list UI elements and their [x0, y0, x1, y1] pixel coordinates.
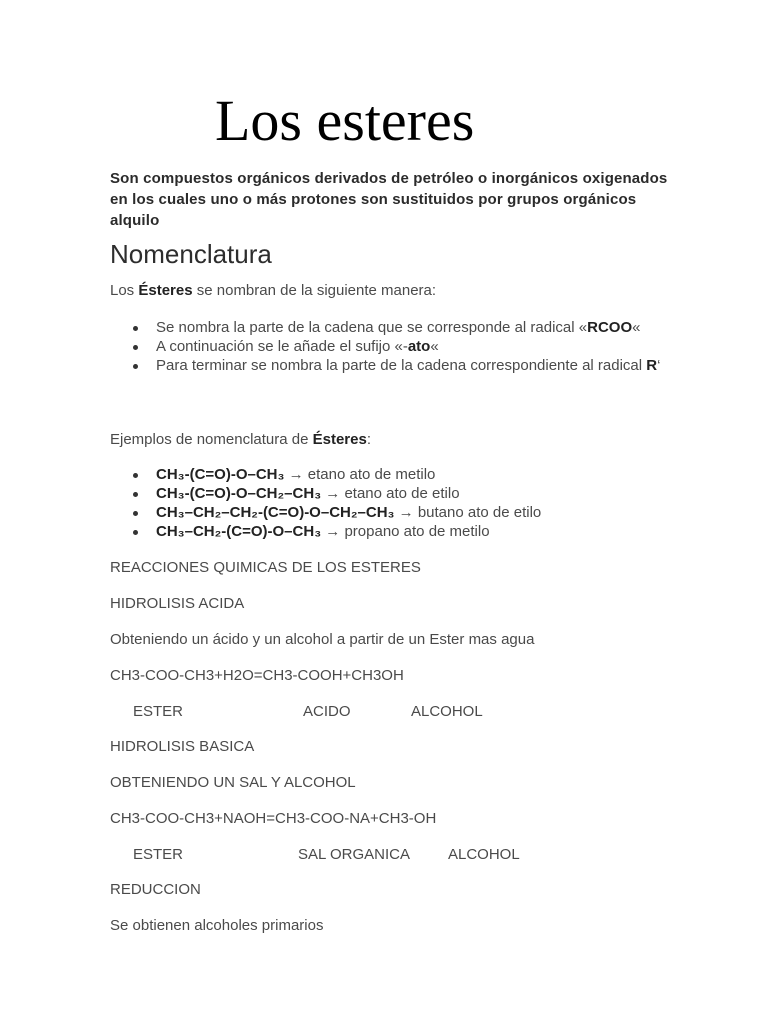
nomenclature-rules-list [110, 318, 716, 375]
intro-paragraph: Son compuestos orgánicos derivados de petróleo o inorgánicos oxigenados en los cuales uno o más protones son sustituidos por grupos orgánicos alquilo [110, 170, 668, 229]
acid-col-acido: ACIDO [303, 703, 351, 720]
acid-hydrolysis-description: Obteniendo un ácido y un alcohol a partir de un Ester mas agua [110, 631, 535, 648]
lead-bold: Ésteres [312, 431, 367, 448]
lead-bold: Ésteres [138, 282, 193, 299]
examples-lead [110, 430, 371, 449]
ester-formula: CH₃–CH₂–CH₂-(C=O)-O–CH₂–CH₃ [156, 504, 395, 521]
ester-name: → etano ato de metilo [284, 466, 436, 483]
acid-col-alcohol: ALCOHOL [411, 703, 483, 720]
rule-text: ‘ [657, 357, 661, 374]
ester-name: → propano ato de metilo [321, 523, 490, 540]
ester-formula: CH₃-(C=O)-O–CH₂–CH₃ [156, 485, 322, 502]
list-item [156, 484, 716, 503]
rule-text: Se nombra la parte de la cadena que se corresponde al radical « [156, 319, 588, 336]
ester-formula: CH₃–CH₂-(C=O)-O–CH₃ [156, 523, 322, 540]
examples-list [110, 465, 716, 541]
basic-hydrolysis-heading: HIDROLISIS BASICA [110, 738, 255, 755]
lead-text: se nombran de la siguiente manera: [192, 282, 437, 299]
acid-col-ester: ESTER [133, 703, 184, 720]
list-item [156, 337, 716, 356]
lead-text: Ejemplos de nomenclatura de [110, 431, 313, 448]
rule-text: « [632, 319, 641, 336]
rule-bold: RCOO [587, 319, 633, 336]
rule-text: « [430, 338, 439, 355]
list-item [156, 522, 716, 541]
basic-col-sal-organica: SAL ORGANICA [298, 846, 410, 863]
list-item [156, 503, 716, 522]
rule-text: Para terminar se nombra la parte de la cadena correspondiente al radical [156, 357, 647, 374]
basic-col-alcohol: ALCOHOL [448, 846, 520, 863]
nomenclature-heading: Nomenclatura [110, 239, 272, 269]
basic-hydrolysis-description: OBTENIENDO UN SAL Y ALCOHOL [110, 774, 356, 791]
list-item [156, 318, 716, 337]
ester-formula: CH₃-(C=O)-O–CH₃ [156, 466, 285, 483]
list-item [156, 356, 716, 375]
reduction-heading: REDUCCION [110, 881, 201, 898]
ester-name: → etano ato de etilo [321, 485, 460, 502]
rule-bold: ato [407, 338, 431, 355]
reactions-heading: REACCIONES QUIMICAS DE LOS ESTERES [110, 559, 421, 576]
rule-text: A continuación se le añade el sufijo «- [156, 338, 408, 355]
lead-text: Los [110, 282, 139, 299]
acid-hydrolysis-equation: CH3-COO-CH3+H2O=CH3-COOH+CH3OH [110, 667, 404, 684]
basic-col-ester: ESTER [133, 846, 184, 863]
nomenclature-lead [110, 281, 436, 300]
rule-bold: R [646, 357, 658, 374]
page-title: Los esteres [215, 88, 475, 153]
reduction-description: Se obtienen alcoholes primarios [110, 917, 324, 934]
acid-hydrolysis-heading: HIDROLISIS ACIDA [110, 595, 245, 612]
ester-name: → butano ato de etilo [394, 504, 542, 521]
list-item [156, 465, 716, 484]
lead-text: : [366, 431, 372, 448]
basic-hydrolysis-equation: CH3-COO-CH3+NAOH=CH3-COO-NA+CH3-OH [110, 810, 437, 827]
